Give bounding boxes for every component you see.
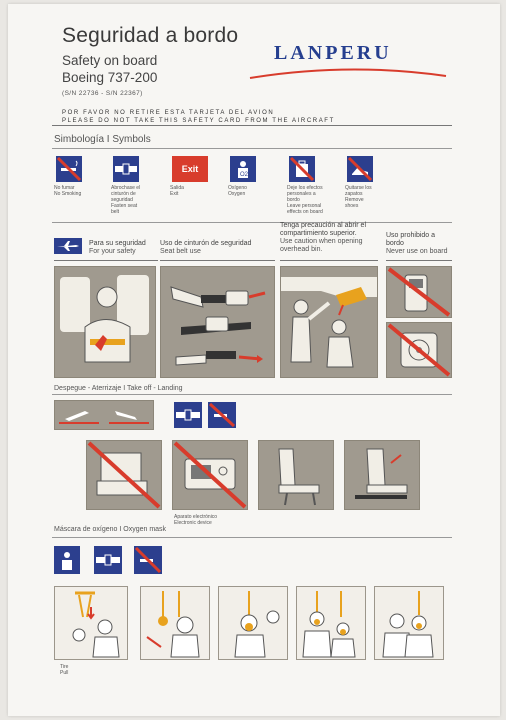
no-smoking-icon xyxy=(134,546,162,574)
oxygen-icon xyxy=(230,156,256,182)
caption-en: Seat belt use xyxy=(160,248,201,255)
overhead-bin-label xyxy=(280,222,375,254)
takeoff-landing-icon xyxy=(54,400,154,430)
no-smoking-icon xyxy=(208,402,236,428)
seatbelt-icon xyxy=(113,156,139,182)
overhead-bin-illustration xyxy=(280,266,378,378)
oxygen-step-pull-mask xyxy=(54,586,128,660)
oxygen-mask-title: Máscara de oxígeno I Oxygen mask xyxy=(54,526,167,533)
oxygen-step-place-mask xyxy=(140,586,210,660)
do-not-remove-warning xyxy=(62,110,335,125)
caption-en: For your safety xyxy=(89,248,136,255)
symbols-title: Simbología I Symbols xyxy=(54,134,151,145)
symbol-caption: Deje los efectos personales a bordo Leave personal effects on board xyxy=(287,185,323,215)
divider xyxy=(386,260,452,261)
divider xyxy=(52,125,452,126)
divider xyxy=(54,260,158,261)
oxygen-step-help-child xyxy=(296,586,366,660)
for-your-safety-label xyxy=(89,240,146,256)
caption-es: Para su seguridad xyxy=(89,240,146,247)
caption-es: Uso de cinturón de seguridad xyxy=(160,240,252,247)
serial-numbers: (S/N 22736 - S/N 22367) xyxy=(62,90,143,97)
symbol-caption: Quitarse los zapatos Remove shoes xyxy=(345,185,372,209)
divider xyxy=(280,260,378,261)
seatbelt-icon xyxy=(94,546,122,574)
svg-text:O2: O2 xyxy=(240,172,249,178)
seat-upright-illustration xyxy=(258,440,334,510)
divider xyxy=(52,148,452,149)
symbol-oxygen xyxy=(228,156,288,197)
symbol-no-luggage xyxy=(287,156,347,215)
card-title: Seguridad a bordo xyxy=(62,24,239,47)
brand-swoosh-icon xyxy=(248,66,448,80)
seatbelt-use-label xyxy=(160,240,251,256)
cd-player-illustration xyxy=(386,322,452,378)
divider xyxy=(160,260,275,261)
symbol-caption: Oxígeno Oxygen xyxy=(228,185,247,197)
no-smoking-icon xyxy=(56,156,82,182)
divider xyxy=(52,222,452,223)
oxygen-icon xyxy=(54,546,80,574)
electronic-device-caption: Aparato electrónico Electronic device xyxy=(174,514,218,526)
remove-shoes-icon xyxy=(347,156,373,182)
caption-es: Tenga precaución al abrir el compartimiento superior. xyxy=(280,222,366,237)
symbol-caption: No fumar No Smoking xyxy=(54,185,82,197)
tray-table-illustration xyxy=(344,440,420,510)
warning-en: PLEASE DO NOT TAKE THIS SAFETY CARD FROM THE AIRCRAFT xyxy=(62,117,335,124)
seatbelt-use-illustration xyxy=(160,266,275,378)
exit-sign: Exit xyxy=(172,156,208,182)
divider xyxy=(52,537,452,538)
warning-es: POR FAVOR NO RETIRE ESTA TARJETA DEL AVION xyxy=(62,110,275,116)
safety-card xyxy=(8,4,500,716)
caption-en: Use caution when opening overhead bin. xyxy=(280,238,363,253)
mobile-phone-illustration xyxy=(386,266,452,318)
divider xyxy=(52,394,452,395)
symbol-remove-shoes xyxy=(345,156,405,209)
symbol-exit xyxy=(170,156,230,197)
no-luggage-icon xyxy=(289,156,315,182)
caption-es: Uso prohibido a bordo xyxy=(386,232,436,247)
takeoff-landing-title: Despegue - Aterrizaje I Take off - Landing xyxy=(54,385,183,392)
caption-en: Never use on board xyxy=(386,248,448,255)
oxygen-step-breathe xyxy=(374,586,444,660)
card-subtitle: Safety on board xyxy=(62,53,158,68)
symbol-no-smoking xyxy=(54,156,114,197)
passenger-brace-illustration xyxy=(54,266,156,378)
symbol-seatbelt xyxy=(111,156,171,215)
symbol-caption: Abrochase el cinturón de seguridad Fasten seat belt xyxy=(111,185,141,215)
brand-logo: LANPERU xyxy=(274,42,392,64)
pull-caption: Tire Pull xyxy=(60,664,69,676)
never-use-label xyxy=(386,232,452,256)
oxygen-step-secure-mask xyxy=(218,586,288,660)
aircraft-model: Boeing 737-200 xyxy=(62,70,158,85)
no-electronic-device-illustration xyxy=(172,440,248,510)
symbol-caption: Salida Exit xyxy=(170,185,184,197)
plane-icon xyxy=(54,238,82,254)
no-laptop-illustration xyxy=(86,440,162,510)
seatbelt-icon xyxy=(174,402,202,428)
